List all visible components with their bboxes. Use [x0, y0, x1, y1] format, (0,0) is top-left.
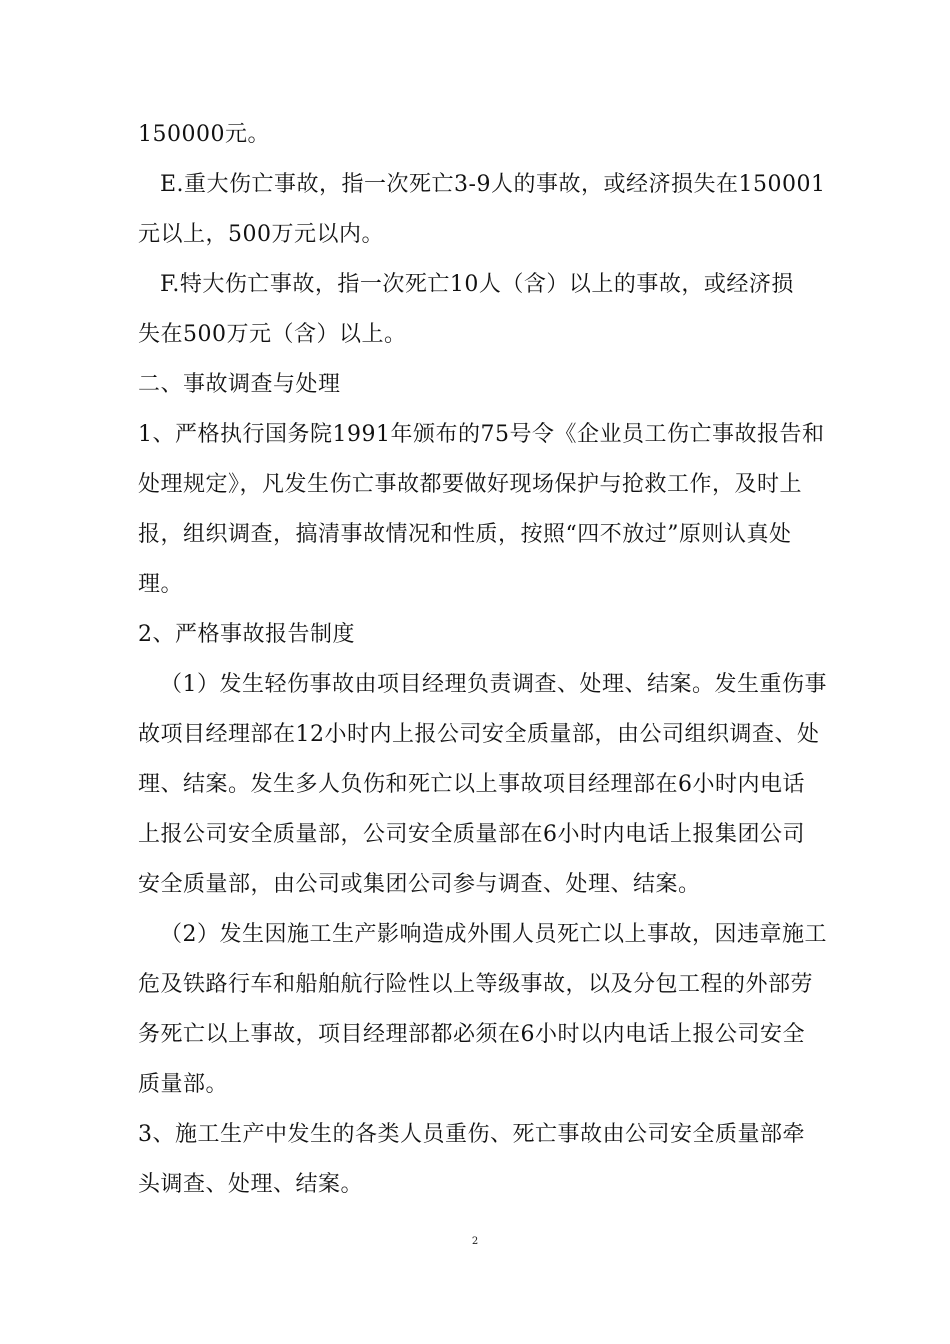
- text-line: 务死亡以上事故，项目经理部都必须在6小时以内电话上报公司安全: [138, 1022, 805, 1047]
- page-number: 2: [471, 1236, 479, 1247]
- text-line: 150000元。: [138, 122, 270, 147]
- subsection-heading: 2、严格事故报告制度: [138, 622, 355, 647]
- text-line: （2）发生因施工生产影响造成外围人员死亡以上事故，因违章施工: [160, 922, 827, 947]
- page-body: [138, 110, 828, 1210]
- text-line: 质量部。: [138, 1072, 229, 1097]
- text-line: 失在500万元（含）以上。: [138, 322, 407, 347]
- text-line: 危及铁路行车和船舶航行险性以上等级事故，以及分包工程的外部劳: [138, 972, 814, 997]
- text-line: E.重大伤亡事故，指一次死亡3-9人的事故，或经济损失在150001: [160, 172, 826, 197]
- text-line: F.特大伤亡事故，指一次死亡10人（含）以上的事故，或经济损: [160, 272, 794, 297]
- text-line: （1）发生轻伤事故由项目经理负责调查、处理、结案。发生重伤事: [160, 672, 827, 697]
- text-line: 理、结案。发生多人负伤和死亡以上事故项目经理部在6小时内电话: [138, 772, 805, 797]
- text-line: 头调查、处理、结案。: [138, 1172, 364, 1197]
- text-line: 报，组织调查，搞清事故情况和性质，按照“四不放过”原则认真处: [138, 522, 792, 547]
- text-line: 处理规定》，凡发生伤亡事故都要做好现场保护与抢救工作，及时上: [138, 472, 803, 497]
- text-line: 元以上，500万元以内。: [138, 222, 384, 247]
- text-line: 上报公司安全质量部，公司安全质量部在6小时内电话上报集团公司: [138, 822, 805, 847]
- text-line: 理。: [138, 572, 184, 597]
- text-line: 安全质量部，由公司或集团公司参与调查、处理、结案。: [138, 872, 701, 897]
- text-line: 故项目经理部在12小时内上报公司安全质量部，由公司组织调查、处: [138, 722, 820, 747]
- text-line: 3、施工生产中发生的各类人员重伤、死亡事故由公司安全质量部牵: [138, 1122, 805, 1147]
- text-line: 1、严格执行国务院1991年颁布的75号令《企业员工伤亡事故报告和: [138, 422, 825, 447]
- section-heading: 二、事故调查与处理: [138, 372, 341, 397]
